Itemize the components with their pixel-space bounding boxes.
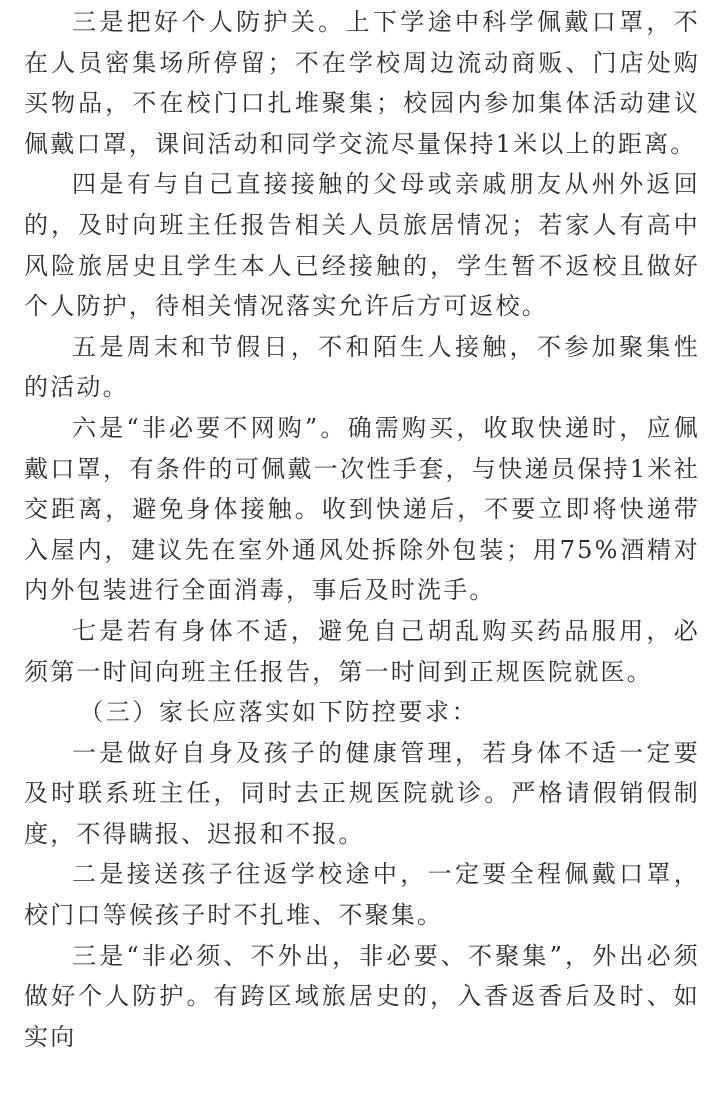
paragraph-contact-report: 四是有与自己直接接触的父母或亲戚朋友从州外返回的，及时向班主任报告相关人员旅居情况；若家人有高中风险旅居史且学生本人已经接触的，学生暂不返校且做好个人防护，待相关情况落实允许后方可返校。 (24, 170, 700, 321)
paragraph-illness-report: 七是若有身体不适，避免自己胡乱购买药品服用，必须第一时间向班主任报告，第一时间到正规医院就医。 (24, 616, 700, 686)
paragraph-no-gathering: 三是“非必须、不外出，非必要、不聚集”，外出必须做好个人防护。有跨区域旅居史的，入香返香后及时、如实向 (24, 941, 700, 1051)
section-heading-parents: （三）家长应落实如下防控要求： (79, 698, 479, 727)
paragraph-pickup-dropoff: 二是接送孩子往返学校途中，一定要全程佩戴口罩，校门口等候孩子时不扎堆、不聚集。 (24, 860, 700, 930)
paragraph-online-shopping: 六是“非必要不网购”。确需购买，收取快递时，应佩戴口罩，有条件的可佩戴一次性手套，与快递员保持1米社交距离，避免身体接触。收到快递后，不要立即将快递带入屋内，建议先在室外通风处拆除外包装；用75%酒精对内外包装进行全面消毒，事后及时洗手。 (24, 413, 700, 605)
paragraph-personal-protection: 三是把好个人防护关。上下学途中科学佩戴口罩，不在人员密集场所停留；不在学校周边流动商贩、门店处购买物品，不在校门口扎堆聚集；校园内参加集体活动建议佩戴口罩，课间活动和同学交流尽量保持1米以上的距离。 (24, 8, 700, 158)
paragraph-health-management: 一是做好自身及孩子的健康管理，若身体不适一定要及时联系班主任，同时去正规医院就诊。严格请假销假制度，不得瞒报、迟报和不报。 (24, 738, 700, 848)
paragraph-weekend-holiday: 五是周末和节假日，不和陌生人接触，不参加聚集性的活动。 (24, 332, 700, 402)
